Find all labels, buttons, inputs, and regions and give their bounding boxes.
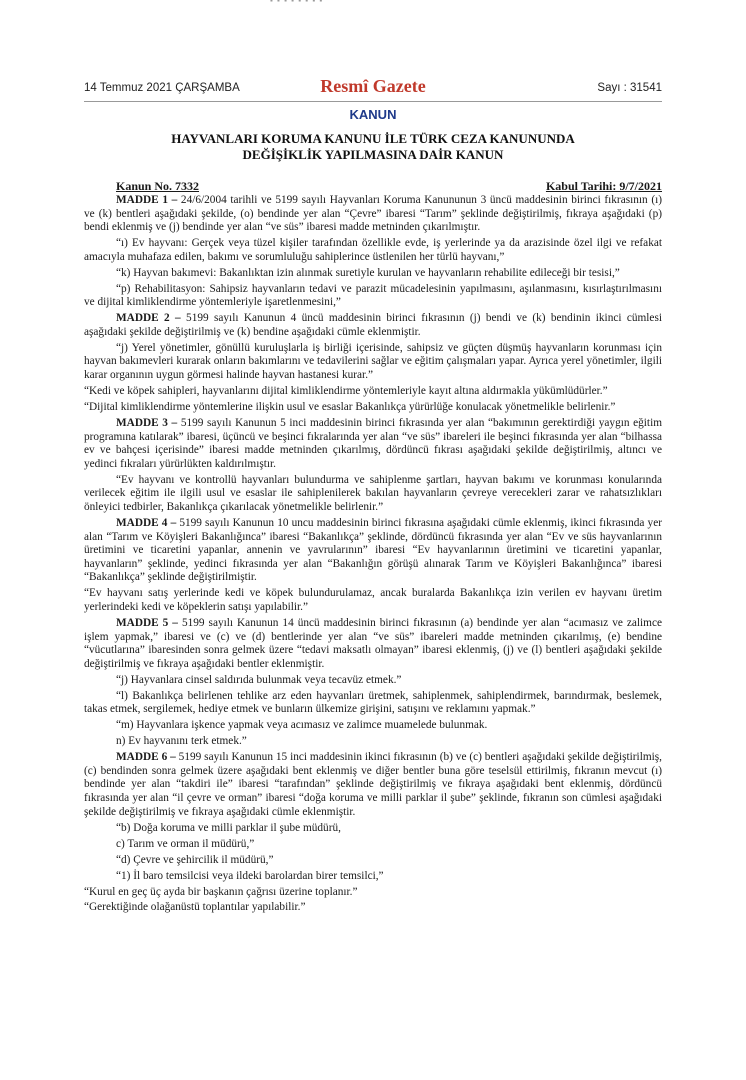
- paragraph-text: “d) Çevre ve şehircilik il müdürü,”: [116, 853, 274, 866]
- article-heading: MADDE 4 –: [116, 516, 177, 529]
- law-paragraph: [84, 474, 662, 515]
- paragraph-text: “Kedi ve köpek sahipleri, hayvanlarını dijital kimliklendirme yöntemleriyle kayıt altına aldırmakla yükümlüdürler.”: [84, 385, 608, 398]
- paragraph-text: “b) Doğa koruma ve milli parklar il şube müdürü,: [116, 821, 341, 834]
- article-heading: MADDE 5 –: [116, 616, 178, 629]
- law-paragraph: [84, 886, 662, 900]
- law-title-line-2: DEĞİŞİKLİK YAPILMASINA DAİR KANUN: [242, 147, 504, 162]
- article-heading: MADDE 3 –: [116, 417, 178, 430]
- article-paragraph: [84, 194, 662, 235]
- law-paragraph: [84, 401, 662, 415]
- paragraph-text: “j) Hayvanlara cinsel saldırıda bulunmak veya tecavüz etmek.”: [116, 673, 402, 686]
- paragraph-text: n) Ev hayvanını terk etmek.”: [116, 735, 247, 748]
- law-paragraph: [84, 237, 662, 264]
- section-label: KANUN: [349, 107, 397, 122]
- paragraph-text: “ı) Ev hayvanı: Gerçek veya tüzel kişiler tarafından özellikle evde, iş yerlerinde ya da arazisinde özel ilgi ve refakat amacıyla muhafaza edilen, bakımı ve sorumluluğu sahiplerince üstlenilen her türlü hayvanı,”: [84, 237, 662, 263]
- law-title-line-1: HAYVANLARI KORUMA KANUNU İLE TÜRK CEZA KANUNUNDA: [171, 131, 575, 146]
- paragraph-text: “m) Hayvanlara işkence yapmak veya acımasız ve zalimce muamelede bulunmak.: [116, 719, 488, 732]
- article-paragraph: [84, 617, 662, 671]
- paragraph-text: 5199 sayılı Kanunun 14 üncü maddesinin birinci fıkrasının (a) bendinde yer alan “acımasız ve zalimce işlem yapmak,” ibaresi ve (c) ve (d) bentlerinde yer alan “ve süs” ibareleri madde metninden çıkarılmış, (e) bendine “vücutlarına” ibaresinden sonra gelmek üzere “tedavi maksatlı olmayan” ibaresi eklenmiş, (j) ve (l) bentleri aşağıdaki şekilde değiştirilmiş ve fıkraya aşağıdaki bentler eklenmiştir.: [84, 616, 662, 670]
- paragraph-text: 24/6/2004 tarihli ve 5199 sayılı Hayvanları Koruma Kanununun 3 üncü maddesinin birinci fıkrasının (ı) ve (k) bentleri aşağıdaki şekilde, (o) bendinde yer alan “Çevre” ibaresi “Tarım” şeklinde değiştirilmiş, fıkraya aşağıdaki (p) bendi eklenmiş ve (j) bendinde yer alan “ve süs” ibaresi madde metninden çıkarılmıştır.: [84, 194, 662, 234]
- law-number: Kanun No. 7332: [116, 179, 200, 193]
- paragraph-text: “j) Yerel yönetimler, gönüllü kuruluşlarla iş birliği içerisinde, sahipsiz ve güçten düşmüş hayvanların korunması için hayvan bakımevleri kurarak onların bakımlarını ve tedavilerini sağlar ve eğitim çalışmaları yapar. Ayrıca yerel yönetimler, ilgili karar organının uygun görmesi halinde hayvan hastanesi kurar.”: [84, 341, 662, 382]
- paragraph-text: 5199 sayılı Kanunun 10 uncu maddesinin birinci fıkrasına aşağıdaki cümle eklenmiş, ikinci fıkrasında yer alan “Tarım ve Köyişleri Bakanlığınca” ibaresi “Bakanlıkça” şeklinde, dördüncü fıkrasında yer alan “Ev ve süs hayvanlarının üretimini ve ticaretini yapanlar, annenin ve yavrularının” ibaresi “Ev hayvanlarının üretimini ve ticaretini yapanlar, hayvanların” şeklinde, yedinci fıkrasında yer alan “Bakanlığın görüşü alınarak Tarım ve Köyişleri Bakanlığınca” ibaresi “Bakanlıkça” şeklinde değiştirilmiştir.: [84, 516, 662, 584]
- law-paragraph: [84, 822, 662, 836]
- article-paragraph: [84, 312, 662, 339]
- law-paragraph: [84, 854, 662, 868]
- paragraph-text: “Dijital kimliklendirme yöntemlerine ilişkin usul ve esaslar Bakanlıkça yürürlüğe konulacak yönetmelikle belirlenir.”: [84, 401, 616, 414]
- gazette-header: [84, 76, 662, 100]
- law-body: [84, 194, 662, 917]
- law-paragraph: [84, 838, 662, 852]
- article-paragraph: [84, 417, 662, 471]
- law-paragraph: [84, 901, 662, 915]
- paragraph-text: “1) İl baro temsilcisi veya ildeki barolardan birer temsilci,”: [116, 869, 384, 882]
- header-divider: [84, 101, 662, 102]
- article-paragraph: [84, 517, 662, 585]
- law-paragraph: [84, 385, 662, 399]
- paragraph-text: “Kurul en geç üç ayda bir başkanın çağrısı üzerine toplanır.”: [84, 885, 358, 898]
- article-heading: MADDE 2 –: [116, 312, 181, 325]
- cropped-top-mark: ▪ ▪ ▪ ▪ ▪ ▪ ▪ ▪: [270, 0, 324, 5]
- gazette-title: Resmî Gazete: [320, 76, 426, 96]
- law-meta: [116, 179, 662, 194]
- law-paragraph: [84, 342, 662, 383]
- paragraph-text: “Ev hayvanı satış yerlerinde kedi ve köpek bulundurulamaz, ancak buralarda Bakanlıkça izin verilen ev hayvanı üretim yerlerindeki kedi ve köpeklerin satışı yapılabilir.”: [84, 587, 662, 613]
- article-heading: MADDE 6 –: [116, 751, 176, 764]
- law-paragraph: [84, 674, 662, 688]
- law-paragraph: [84, 283, 662, 310]
- law-paragraph: [84, 719, 662, 733]
- adoption-date: Kabul Tarihi: 9/7/2021: [545, 179, 662, 193]
- article-paragraph: [84, 751, 662, 819]
- paragraph-text: 5199 sayılı Kanunun 15 inci maddesinin ikinci fıkrasının (b) ve (c) bentleri aşağıdaki şekilde değiştirilmiş, (c) bendinden sonra gelmek üzere aşağıdaki bent eklenmiş ve diğer bentler buna göre teselsül ettirilmiş, fıkranın mevcut (ı) bendinde yer alan “takdiri ile” ibaresi “tarafından” şeklinde değiştirilmiş ve fıkraya aşağıdaki bent eklenmiş, dördüncü fıkrasında yer alan “il çevre ve orman” ibaresi “doğa koruma ve milli parklar il şube” şeklinde, fıkranın son cümlesi aşağıdaki şekilde değiştirilmiş ve fıkraya aşağıdaki cümle eklenmiştir.: [84, 751, 662, 818]
- issue-number: Sayı : 31541: [597, 82, 662, 94]
- paragraph-text: 5199 sayılı Kanunun 5 inci maddesinin birinci fıkrasında yer alan “bakımının gerektirdiği yaygın eğitim programına katılarak” ibaresi, üçüncü ve beşinci fıkralarında yer alan “ve süs” ibareleri ile beşinci fıkrasında yer alan “bilhassa ev ve bahçesi içerisinde” ibaresi madde metninden çıkarılmış, dördüncü fıkrası aşağıdaki şekilde değiştirilmiş, altıncı ve yedinci fıkraları yürürlükten kaldırılmıştır.: [84, 417, 662, 470]
- law-paragraph: [84, 267, 662, 281]
- law-title: [84, 131, 662, 163]
- issue-date: 14 Temmuz 2021 ÇARŞAMBA: [84, 82, 240, 94]
- paragraph-text: 5199 sayılı Kanunun 4 üncü maddesinin birinci fıkrasının (j) bendi ve (k) bendinin ikinci cümlesi aşağıdaki şekilde değiştirilmiş ve (k) bendine aşağıdaki cümle eklenmiştir.: [84, 312, 662, 338]
- paragraph-text: “Gerektiğinde olağanüstü toplantılar yapılabilir.”: [84, 901, 306, 914]
- paragraph-text: “p) Rehabilitasyon: Sahipsiz hayvanların tedavi ve parazit mücadelesinin yapılmasını, aşılanmasını, kısırlaştırılmasını ve dijital kimliklendirme yöntemleriyle işaretlenmesini,”: [84, 282, 662, 309]
- paragraph-text: “Ev hayvanı ve kontrollü hayvanları bulundurma ve sahiplenme şartları, hayvan bakımı ve korunması konularında verilecek eğitim ile ilgili usul ve esaslar ile sahiplenilerek bakılan hayvanların çevreye verecekleri zarar ve rahatsızlıkları önleyici tedbirler, Bakanlıkça çıkarılacak yönetmelikle belirlenir.”: [84, 473, 662, 513]
- paragraph-text: “l) Bakanlıkça belirlenen tehlike arz eden hayvanları üretmek, sahiplenmek, sahiplendirmek, barındırmak, beslemek, takas etmek, sergilemek, hediye etmek ve bunların ülkemize girişini, satışını ve reklamını yapmak.”: [84, 689, 662, 716]
- law-paragraph: [84, 587, 662, 614]
- law-paragraph: [84, 870, 662, 884]
- law-paragraph: [84, 690, 662, 717]
- article-heading: MADDE 1 –: [116, 194, 178, 206]
- paragraph-text: c) Tarım ve orman il müdürü,”: [116, 837, 255, 850]
- law-paragraph: [84, 735, 662, 749]
- paragraph-text: “k) Hayvan bakımevi: Bakanlıktan izin alınmak suretiyle kurulan ve hayvanların rehabilite edileceği bir tesisi,”: [116, 266, 620, 279]
